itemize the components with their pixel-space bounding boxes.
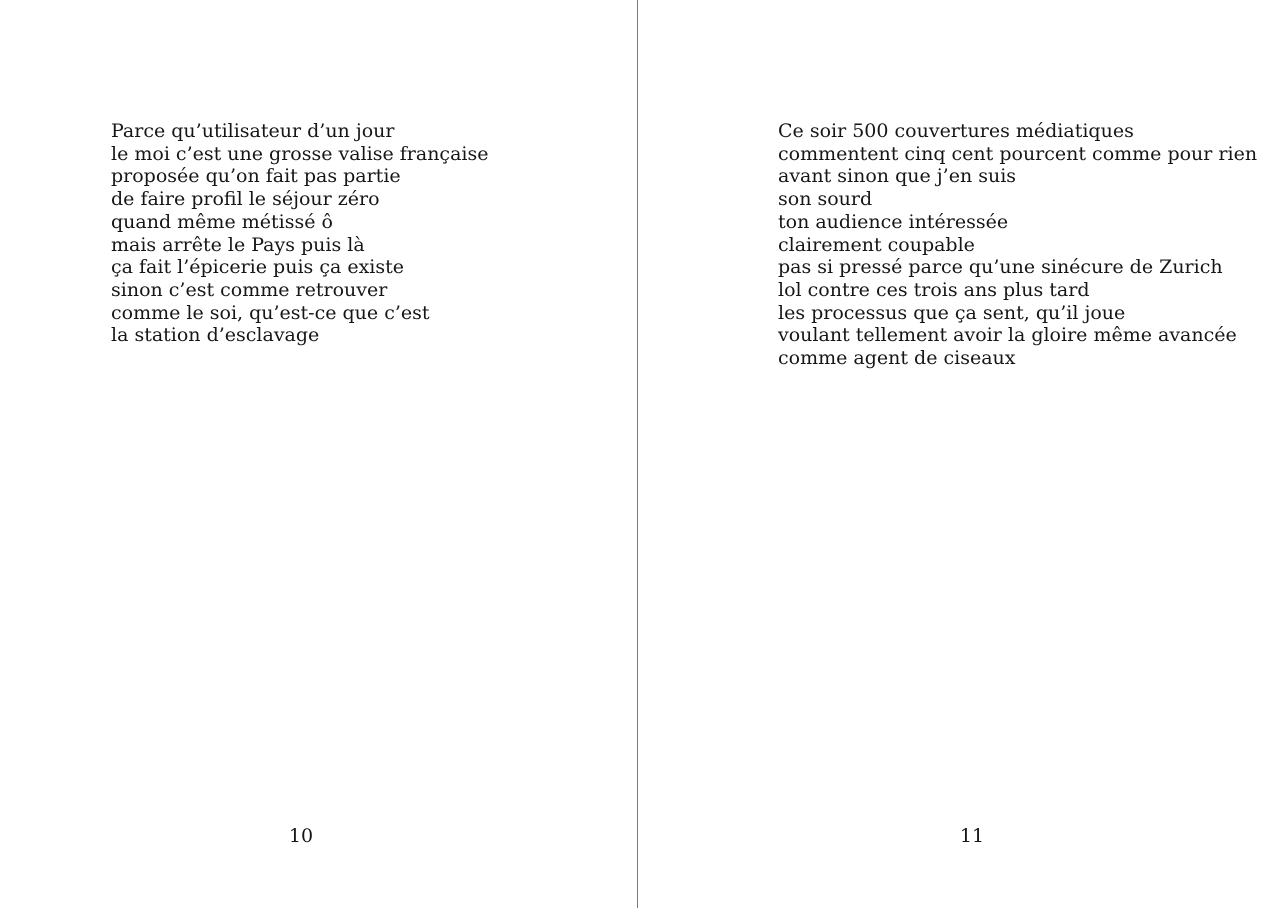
poem-line: mais arrête le Pays puis là <box>111 233 365 256</box>
poem-line: avant sinon que j’en suis <box>778 165 1017 188</box>
page-number-left: 10 <box>288 825 314 847</box>
poem-line: quand même métissé ô <box>111 210 333 233</box>
poem-line: proposée qu’on fait pas partie <box>111 165 401 188</box>
poem-line: sinon c’est comme retrouver <box>111 278 388 301</box>
poem-line: ça fait l’épicerie puis ça existe <box>111 256 404 279</box>
poem-text-right <box>778 120 1257 370</box>
poem-line: clairement coupable <box>778 233 975 256</box>
poem-text-left <box>111 120 488 347</box>
left-page <box>0 0 637 913</box>
poem-line: pas si pressé parce qu’une sinécure de Zurich <box>778 256 1223 279</box>
poem-line: de faire profil le séjour zéro <box>111 188 380 211</box>
poem-line: les processus que ça sent, qu’il joue <box>778 301 1126 324</box>
poem-line: son sourd <box>778 188 873 211</box>
poem-line: ton audience intéressée <box>778 210 1009 233</box>
poem-line: comme le soi, qu’est-ce que c’est <box>111 301 430 324</box>
page-number-right: 11 <box>959 825 985 847</box>
poem-line: comme agent de ciseaux <box>778 347 1016 370</box>
poem-line: lol contre ces trois ans plus tard <box>778 278 1090 301</box>
poem-line: commentent cinq cent pourcent comme pour rien <box>778 142 1258 165</box>
poem-line: la station d’esclavage <box>111 324 320 347</box>
right-page <box>638 0 1275 913</box>
poem-line: Parce qu’utilisateur d’un jour <box>111 120 395 142</box>
poem-line: le moi c’est une grosse valise française <box>111 142 489 165</box>
poem-line: voulant tellement avoir la gloire même avancée <box>778 324 1237 347</box>
poem-line: Ce soir 500 couvertures médiatiques <box>778 120 1134 142</box>
